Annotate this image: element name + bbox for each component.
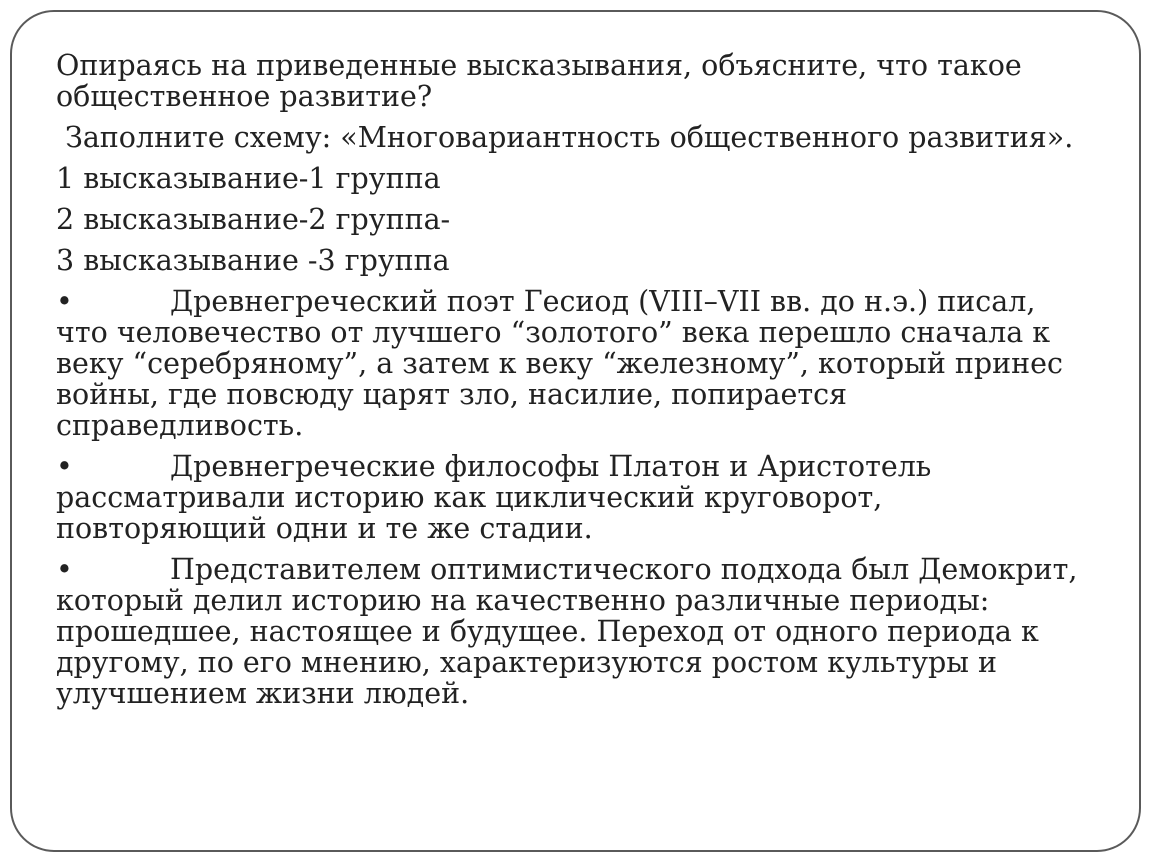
statement-text: Древнегреческий поэт Гесиод (VIII–VII вв. до н.э.) писал, что человечество от лучшего “золотого” века перешло сначала к веку “серебряному”, а затем к веку “железному”, который принес войны, где повсюду царят зло, насилие, попирается справедливость.: [56, 285, 1063, 442]
statement-text: Древнегреческие философы Платон и Аристотель рассматривали историю как циклический круговорот, повторяющий одни и те же стадии.: [56, 450, 932, 545]
slide-content: [56, 50, 1096, 719]
bullet-marker: •: [56, 285, 73, 318]
intro-question: Опираясь на приведенные высказывания, объясните, что такое общественное развитие?: [56, 49, 1022, 113]
statement-text: Представителем оптимистического подхода был Демокрит, который делил историю на качественно различные периоды: прошедшее, настоящее и будущее. Переход от одного периода к другому, по его мнению, характеризуются ростом культуры и улучшением жизни людей.: [56, 553, 1078, 710]
group-assignment-2: 2 высказывание-2 группа-: [56, 203, 451, 236]
slide-frame: [10, 10, 1141, 852]
group-assignment-1: 1 высказывание-1 группа: [56, 162, 441, 195]
statement-plato-aristotle: [56, 451, 1096, 544]
bullet-marker: •: [56, 450, 73, 483]
statement-hesiod: [56, 286, 1096, 441]
bullet-marker: •: [56, 553, 73, 586]
task-instruction: Заполните схему: «Многовариантность общественного развития».: [56, 121, 1074, 154]
statement-democritus: [56, 554, 1096, 709]
group-assignment-3: 3 высказывание -3 группа: [56, 244, 450, 277]
